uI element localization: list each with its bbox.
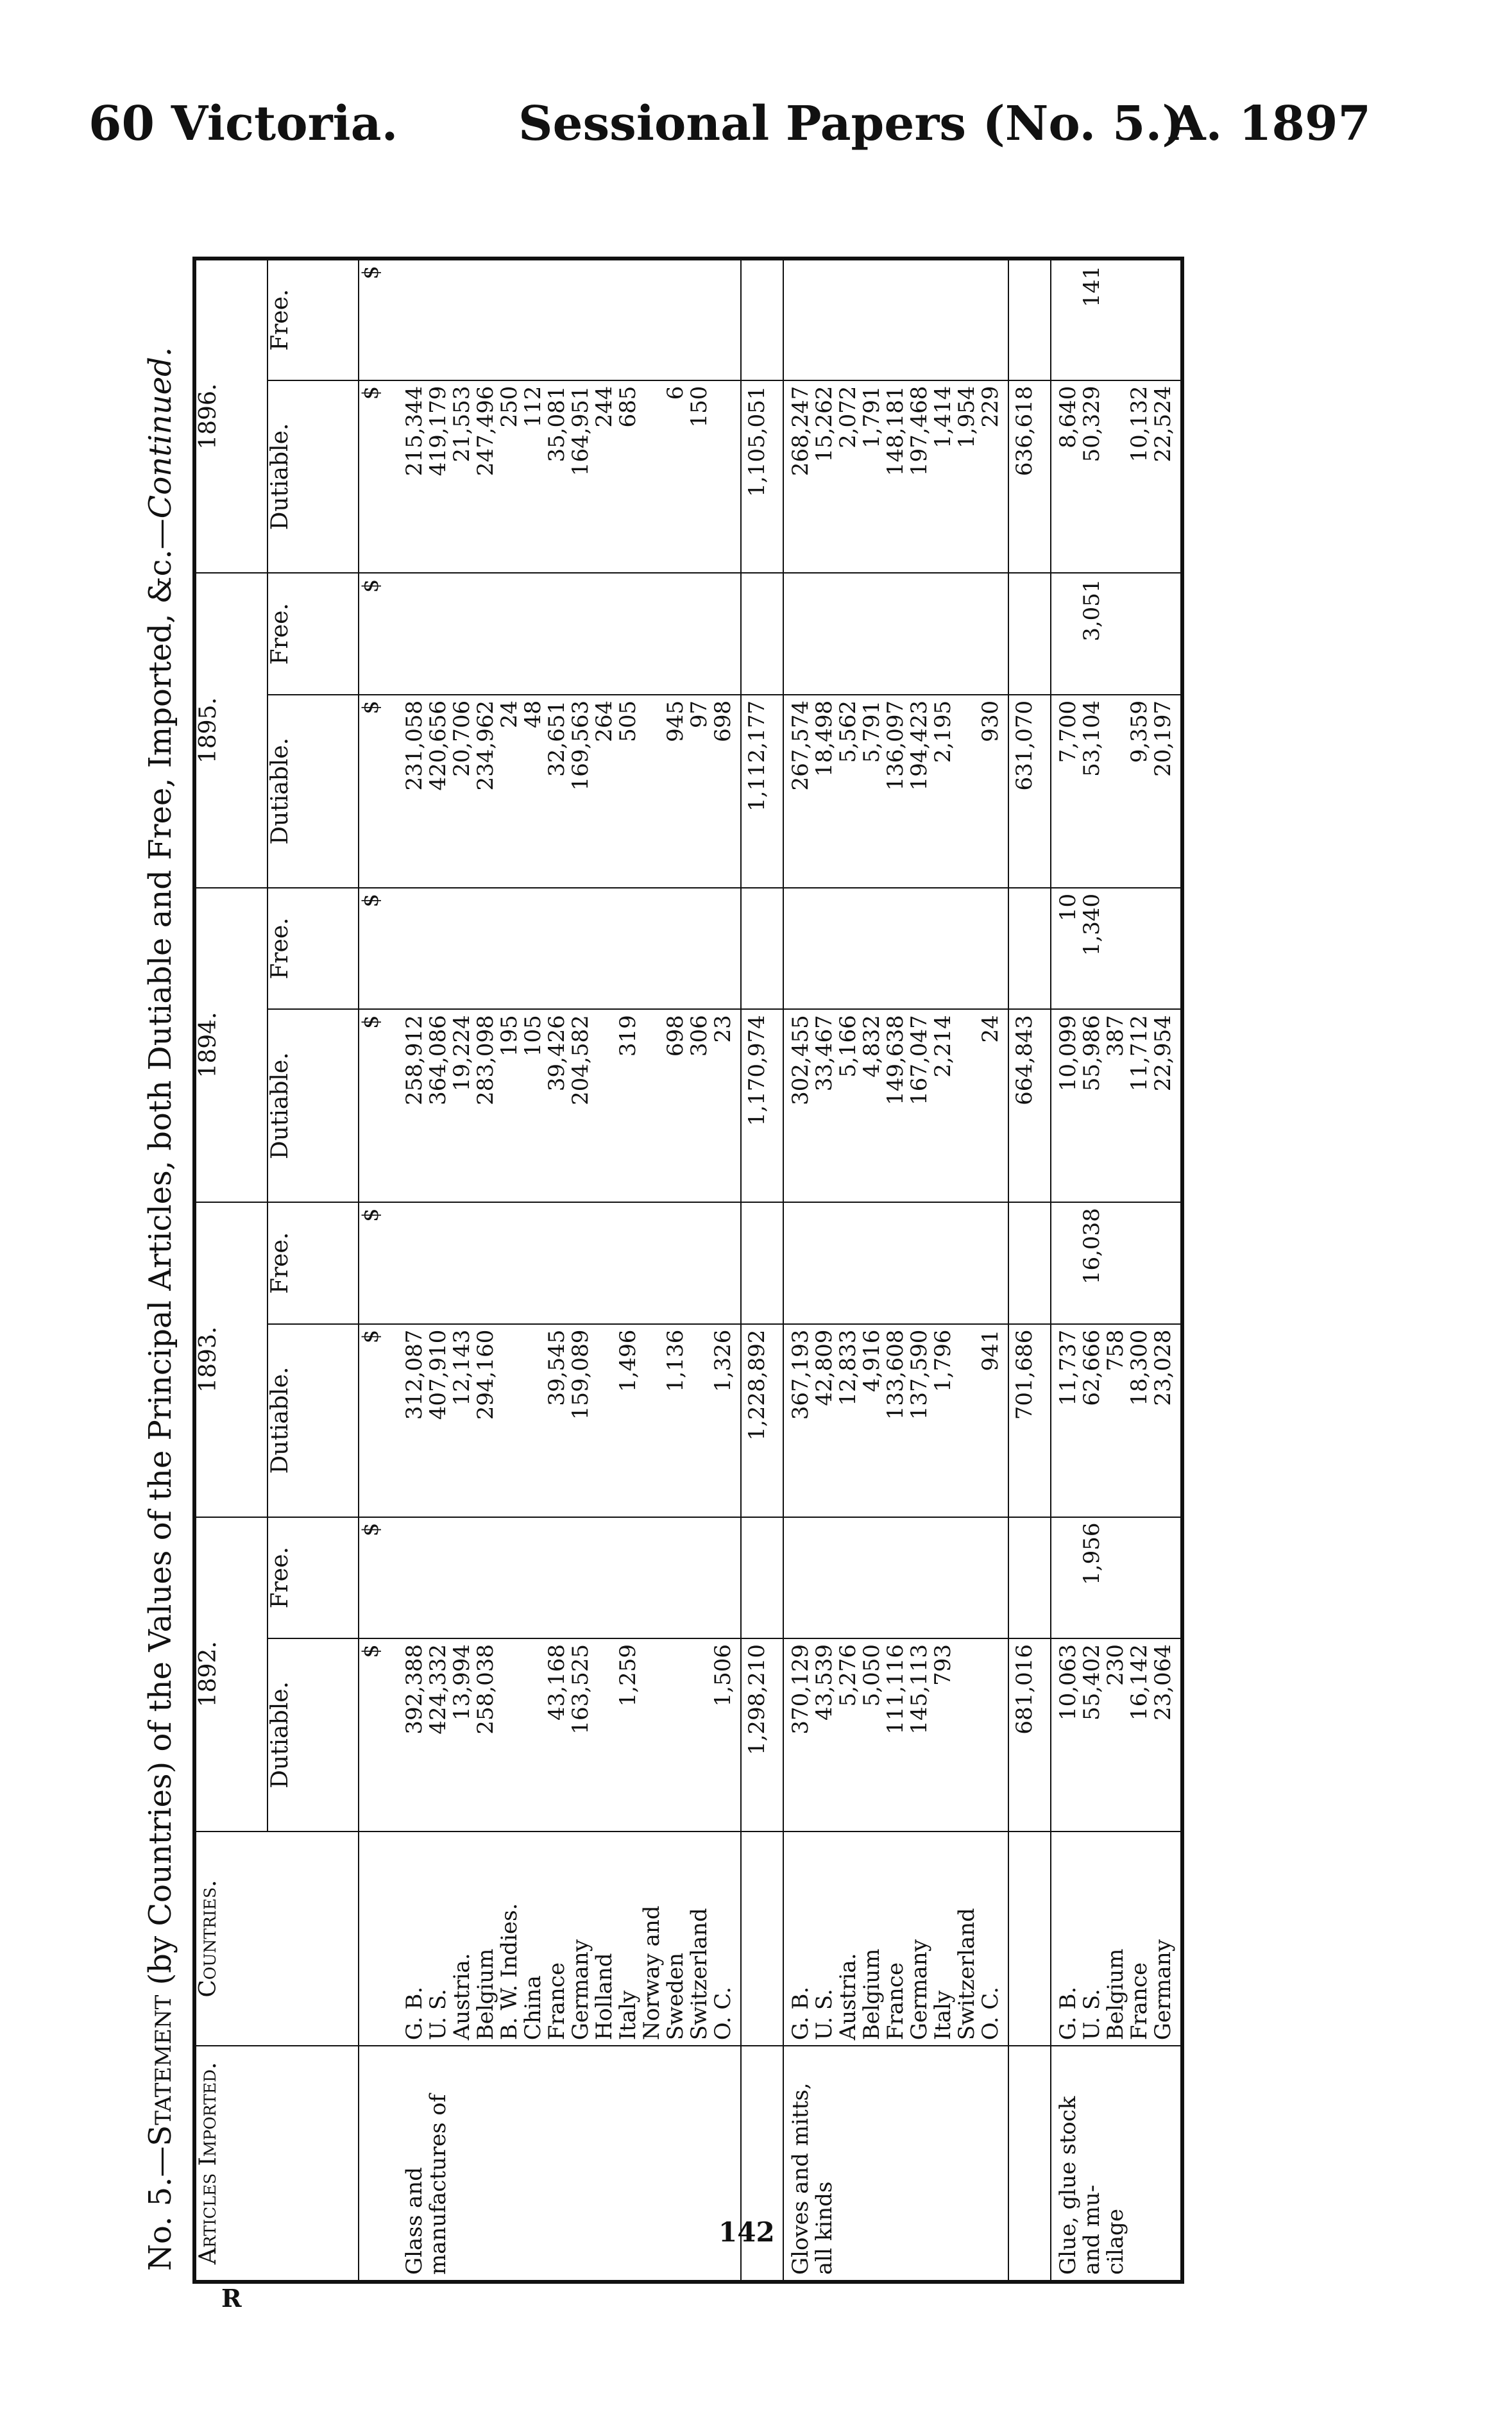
rotated-table-block xyxy=(135,231,1354,2309)
values-1896-dutiable: 215,344 419,179 21,553 247,496 250 112 35,081 164,951 244 685 6 150 xyxy=(398,380,741,574)
values-1896-dutiable: 8,640 50,329 10,132 22,524 xyxy=(1051,380,1182,574)
total-1896-dutiable: 636,618 xyxy=(1008,380,1051,574)
values-1894-free xyxy=(783,888,1008,1009)
year-header-1894: 1894. xyxy=(194,888,268,1202)
total-1894-dutiable: 664,843 xyxy=(1008,1009,1051,1202)
values-1894-dutiable: 10,099 55,986 387 11,712 22,954 xyxy=(1051,1009,1182,1202)
values-1895-free xyxy=(783,573,1008,694)
total-1895-free xyxy=(741,573,783,694)
article-name: Glue, glue stock and mu- cilage xyxy=(1051,2046,1182,2282)
currency-symbol: $ xyxy=(359,380,398,574)
total-1892-dutiable: 1,298,210 xyxy=(741,1638,783,1832)
values-1896-dutiable: 268,247 15,262 2,072 1,791 148,181 197,468 1,414 1,954 229 xyxy=(783,380,1008,574)
currency-symbol: $ xyxy=(359,1324,398,1517)
table-row xyxy=(398,259,741,2282)
article-group-glass xyxy=(398,259,783,2282)
values-1894-free: 10 1,340 xyxy=(1051,888,1182,1009)
total-1895-dutiable: 1,112,177 xyxy=(741,695,783,888)
values-1896-free xyxy=(398,259,741,380)
values-1892-free: 1,956 xyxy=(1051,1517,1182,1638)
values-1895-dutiable: 7,700 53,104 9,359 20,197 xyxy=(1051,695,1182,888)
currency-symbol: $ xyxy=(359,259,398,380)
currency-symbol: $ xyxy=(359,695,398,888)
total-1893-free xyxy=(741,1202,783,1323)
subheader-dutiable: Dutiable. xyxy=(268,380,359,574)
subheader-dutiable: Dutiable. xyxy=(268,695,359,888)
values-1896-free: 141 xyxy=(1051,259,1182,380)
values-1894-dutiable: 302,455 33,467 5,166 4,832 149,638 167,047 2,214 24 xyxy=(783,1009,1008,1202)
country-list: G. B. U. S. Austria. Belgium B. W. Indies. China France Germany Holland Italy Norway and Sweden Switzerland O. C. xyxy=(398,1832,741,2046)
year-header-1896: 1896. xyxy=(194,259,268,573)
subheader-free: Free. xyxy=(268,1517,359,1638)
header-session: 60 Victoria. xyxy=(89,96,398,151)
subheader-free: Free. xyxy=(268,573,359,694)
values-1892-dutiable: 370,129 43,539 5,276 5,050 111,116 145,113 793 xyxy=(783,1638,1008,1832)
article-name: Gloves and mitts, all kinds xyxy=(783,2046,1008,2282)
values-1896-free xyxy=(783,259,1008,380)
table-title xyxy=(135,231,186,2271)
country-list: G. B. U. S. Belgium France Germany xyxy=(1051,1832,1182,2046)
total-1896-free xyxy=(741,259,783,380)
values-1892-free xyxy=(398,1517,741,1638)
total-1892-free xyxy=(1008,1517,1051,1638)
values-1893-dutiable: 367,193 42,809 12,833 4,916 133,608 137,590 1,796 941 xyxy=(783,1324,1008,1517)
total-1895-free xyxy=(1008,573,1051,694)
total-1894-free xyxy=(741,888,783,1009)
title-statement: Statement xyxy=(142,1994,178,2146)
country-list: G. B. U. S. Austria. Belgium France Germany Italy Switzerland O. C. xyxy=(783,1832,1008,2046)
values-1895-free: 3,051 xyxy=(1051,573,1182,694)
imports-table xyxy=(192,257,1184,2284)
total-1896-dutiable: 1,105,051 xyxy=(741,380,783,574)
total-1892-dutiable: 681,016 xyxy=(1008,1638,1051,1832)
values-1894-free xyxy=(398,888,741,1009)
printer-mark: R xyxy=(221,2284,242,2313)
currency-symbol: $ xyxy=(359,1009,398,1202)
title-body: (by Countries) of the Values of the Principal Articles, both Dutiable and Free, Imported, &c.— xyxy=(142,518,178,1995)
currency-row xyxy=(359,259,398,2282)
subheader-dutiable: Dutiable. xyxy=(268,1009,359,1202)
currency-symbol: $ xyxy=(359,1202,398,1323)
currency-symbol: $ xyxy=(359,1638,398,1832)
subheader-free: Free. xyxy=(268,259,359,380)
year-header-1895: 1895. xyxy=(194,573,268,887)
title-continued: Continued. xyxy=(142,346,178,519)
year-header-1892: 1892. xyxy=(194,1517,268,1832)
total-1895-dutiable: 631,070 xyxy=(1008,695,1051,888)
table-row xyxy=(783,259,1008,2282)
values-1893-dutiable: 11,737 62,666 758 18,300 23,028 xyxy=(1051,1324,1182,1517)
values-1893-free: 16,038 xyxy=(1051,1202,1182,1323)
subheader-dutiable: Dutiable. xyxy=(268,1638,359,1832)
values-1895-dutiable: 267,574 18,498 5,562 5,791 136,097 194,423 2,195 930 xyxy=(783,695,1008,888)
values-1892-dutiable: 10,063 55,402 230 16,142 23,064 xyxy=(1051,1638,1182,1832)
column-header-countries: Countries. xyxy=(194,1832,359,2046)
currency-symbol: $ xyxy=(359,888,398,1009)
header-title: Sessional Papers (No. 5.) xyxy=(518,96,1185,151)
total-1893-free xyxy=(1008,1202,1051,1323)
article-group-gloves xyxy=(783,259,1051,2282)
total-1894-dutiable: 1,170,974 xyxy=(741,1009,783,1202)
values-1892-free xyxy=(783,1517,1008,1638)
currency-symbol: $ xyxy=(359,573,398,694)
subheader-free: Free. xyxy=(268,1202,359,1323)
values-1892-dutiable: 392,388 424,332 13,994 258,038 43,168 163,525 1,259 1,506 xyxy=(398,1638,741,1832)
total-1893-dutiable: 701,686 xyxy=(1008,1324,1051,1517)
total-1896-free xyxy=(1008,259,1051,380)
total-1894-free xyxy=(1008,888,1051,1009)
subheader-dutiable: Dutiable. xyxy=(268,1324,359,1517)
total-1893-dutiable: 1,228,892 xyxy=(741,1324,783,1517)
values-1894-dutiable: 258,912 364,086 19,224 283,098 195 105 39,426 204,582 319 698 306 23 xyxy=(398,1009,741,1202)
column-header-articles: Articles Imported. xyxy=(194,2046,359,2282)
article-name: Glass and manufactures of xyxy=(398,2046,741,2282)
total-row xyxy=(1008,259,1051,2282)
values-1895-free xyxy=(398,573,741,694)
values-1893-free xyxy=(783,1202,1008,1323)
subheader-free: Free. xyxy=(268,888,359,1009)
header-year: A. 1897 xyxy=(1169,96,1371,151)
year-header-1893: 1893. xyxy=(194,1202,268,1517)
page-number: 142 xyxy=(718,2216,775,2248)
currency-symbol: $ xyxy=(359,1517,398,1638)
total-row xyxy=(741,259,783,2282)
values-1895-dutiable: 231,058 420,656 20,706 234,962 24 48 32,651 169,563 264 505 945 97 698 xyxy=(398,695,741,888)
title-prefix: No. 5.— xyxy=(142,2146,178,2271)
values-1893-dutiable: 312,087 407,910 12,143 294,160 39,545 159,089 1,496 1,136 1,326 xyxy=(398,1324,741,1517)
values-1893-free xyxy=(398,1202,741,1323)
total-1892-free xyxy=(741,1517,783,1638)
article-group-glue xyxy=(1051,259,1182,2282)
table-row xyxy=(1051,259,1182,2282)
